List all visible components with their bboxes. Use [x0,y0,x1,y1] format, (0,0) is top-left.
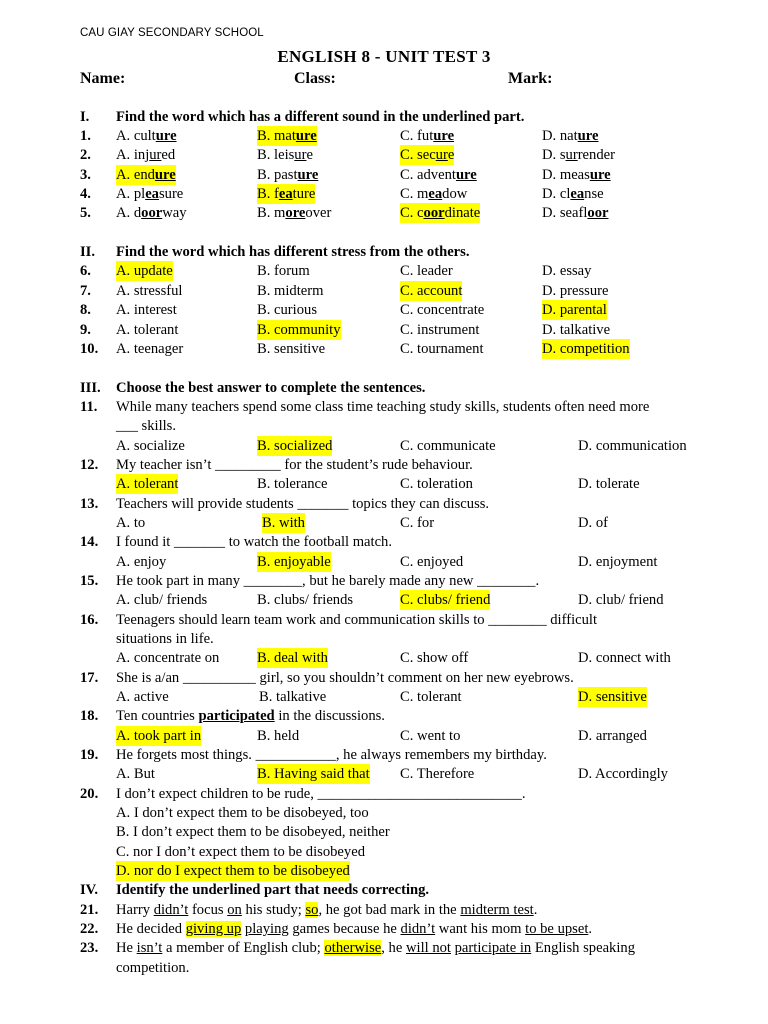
option-a[interactable]: A. to [116,515,146,531]
section-number: IV. [80,882,98,898]
option-d[interactable]: D. arranged [578,728,647,744]
section-heading [0,378,768,398]
section-title: Find the word which has a different sound in the underlined part. [116,109,525,125]
section-number: III. [80,380,101,396]
option-c[interactable]: C. nor I don’t expect them to be disobeyed [116,844,365,860]
option-c[interactable]: C. adventure [400,167,477,183]
option-b[interactable]: B. I don’t expect them to be disobeyed, neither [116,824,390,840]
option-c[interactable]: C. coordinate [400,205,481,221]
option-d[interactable]: D. pressure [542,283,609,299]
question-number: 8. [80,302,91,318]
options-row [0,436,768,456]
option-c[interactable]: C. Therefore [400,766,475,782]
option-b[interactable]: B. mature [257,128,317,144]
question-number: 7. [80,283,91,299]
option-b[interactable]: B. deal with [257,650,328,666]
question-row [0,532,768,552]
option-a[interactable]: A. update [116,263,173,279]
question-text: ___ skills. [116,418,177,434]
question-text: He isn’t a member of English club; otherwise, he will not participate in English speaking [116,940,635,956]
option-c[interactable]: C. toleration [400,476,473,492]
option-d[interactable]: D. tolerate [578,476,640,492]
question-row [0,610,768,630]
option-c[interactable]: C. secure [400,147,455,163]
question-row [0,203,768,223]
option-b[interactable]: B. held [257,728,300,744]
option-a[interactable]: A. But [116,766,155,782]
option-b[interactable]: B. moreover [257,205,332,221]
question-number: 13. [80,496,99,512]
option-c[interactable]: C. future [400,128,455,144]
question-row [0,281,768,301]
question-number: 6. [80,263,91,279]
option-d[interactable]: D. competition [542,341,630,357]
question-row [0,938,768,958]
option-d[interactable]: D. of [578,515,608,531]
question-text: competition. [116,960,190,976]
question-number: 23. [80,940,99,956]
question-number: 10. [80,341,99,357]
option-a[interactable]: A. tolerant [116,322,179,338]
options-row [0,552,768,572]
question-text-continued [0,416,768,436]
option-c[interactable]: C. enjoyed [400,554,464,570]
question-row [0,900,768,920]
question-text: Harry didn’t focus on his study; so, he got bad mark in the midterm test. [116,902,538,918]
question-number: 5. [80,205,91,221]
question-number: 16. [80,612,99,628]
option-a[interactable]: A. club/ friends [116,592,208,608]
options-row [0,513,768,533]
question-row [0,126,768,146]
option-a[interactable]: A. pleasure [116,186,184,202]
option-a[interactable]: A. socialize [116,438,185,454]
option-a[interactable]: A. stressful [116,283,183,299]
option-b[interactable]: B. sensitive [257,341,326,357]
option-a[interactable]: A. doorway [116,205,187,221]
option-d[interactable]: D. communication [578,438,687,454]
option-a[interactable]: A. took part in [116,728,202,744]
option-c[interactable]: C. went to [400,728,461,744]
option-b[interactable]: B. midterm [257,283,324,299]
question-row [0,745,768,765]
option-c[interactable]: C. concentrate [400,302,485,318]
question-number: 22. [80,921,99,937]
option-d[interactable]: D. sensitive [578,689,647,705]
question-text: I found it _______ to watch the football match. [116,534,393,550]
question-row [0,571,768,591]
option-b[interactable]: B. pasture [257,167,319,183]
section-title: Identify the underlined part that needs correcting. [116,882,430,898]
question-text: He took part in many ________, but he barely made any new ________. [116,573,540,589]
question-number: 18. [80,708,99,724]
options-row [0,764,768,784]
question-number: 4. [80,186,91,202]
option-c[interactable]: C. meadow [400,186,468,202]
option-c[interactable]: C. instrument [400,322,480,338]
option-b[interactable]: B. enjoyable [257,554,331,570]
option-c[interactable]: C. tolerant [400,689,462,705]
option-d[interactable]: D. essay [542,263,592,279]
section-number: II. [80,244,96,260]
question-row [0,165,768,185]
option-d[interactable]: D. seafloor [542,205,609,221]
option-d[interactable]: D. nor do I expect them to be disobeyed [116,863,350,879]
option-d[interactable]: D. nature [542,128,599,144]
option-a[interactable]: A. culture [116,128,177,144]
question-text: She is a/an __________ girl, so you shouldn’t comment on her new eyebrows. [116,670,574,686]
question-text: He forgets most things. ___________, he always remembers my birthday. [116,747,547,763]
section-number: I. [80,109,90,125]
question-number: 21. [80,902,99,918]
class-label: Class: [294,70,336,87]
question-text-continued [0,629,768,649]
option-b[interactable]: B. curious [257,302,317,318]
option-a[interactable]: A. enjoy [116,554,167,570]
question-number: 20. [80,786,99,802]
option-d[interactable]: D. surrender [542,147,615,163]
options-row [0,726,768,746]
question-number: 15. [80,573,99,589]
question-text: Teachers will provide students _______ topics they can discuss. [116,496,490,512]
option-b[interactable]: B. with [262,515,305,531]
option-c[interactable]: C. communicate [400,438,496,454]
section-heading [0,107,768,127]
section-title: Find the word which has different stress from the others. [116,244,470,260]
option-c[interactable]: C. leader [400,263,453,279]
option-b[interactable]: B. forum [257,263,310,279]
question-row [0,184,768,204]
option-b[interactable]: B. leisure [257,147,313,163]
question-row [0,706,768,726]
name-label: Name: [80,70,126,87]
options-row [0,803,768,823]
option-d[interactable]: D. connect with [578,650,671,666]
option-c[interactable]: C. tournament [400,341,484,357]
section-heading [0,880,768,900]
question-row [0,919,768,939]
option-d[interactable]: D. talkative [542,322,611,338]
question-number: 12. [80,457,99,473]
question-number: 2. [80,147,91,163]
option-a[interactable]: A. active [116,689,169,705]
question-row [0,784,768,804]
option-d[interactable]: D. club/ friend [578,592,664,608]
option-b[interactable]: B. clubs/ friends [257,592,354,608]
question-row [0,397,768,417]
question-row [0,339,768,359]
section-title: Choose the best answer to complete the sentences. [116,380,426,396]
option-c[interactable]: C. clubs/ friend [400,592,491,608]
option-b[interactable]: B. community [257,322,341,338]
question-text: My teacher isn’t _________ for the student’s rude behaviour. [116,457,473,473]
option-b[interactable]: B. tolerance [257,476,328,492]
options-row [0,842,768,862]
option-b[interactable]: B. socialized [257,438,333,454]
option-d[interactable]: D. Accordingly [578,766,668,782]
option-d[interactable]: D. enjoyment [578,554,658,570]
question-row [0,300,768,320]
option-d[interactable]: D. measure [542,167,611,183]
question-row [0,145,768,165]
question-row [0,668,768,688]
question-number: 9. [80,322,91,338]
mark-label: Mark: [508,70,553,87]
question-number: 1. [80,128,91,144]
option-a[interactable]: A. interest [116,302,177,318]
options-row [0,687,768,707]
question-row [0,261,768,281]
question-text: While many teachers spend some class time teaching study skills, students often need more [116,399,650,415]
option-a[interactable]: A. tolerant [116,476,179,492]
question-number: 19. [80,747,99,763]
question-row [0,320,768,340]
option-b[interactable]: B. feature [257,186,316,202]
option-a[interactable]: A. concentrate on [116,650,220,666]
question-text: Ten countries participated in the discussions. [116,708,385,724]
section-heading [0,242,768,262]
options-row [0,861,768,881]
question-number: 3. [80,167,91,183]
school-name: CAU GIAY SECONDARY SCHOOL [80,27,264,39]
option-d[interactable]: D. cleanse [542,186,604,202]
option-b[interactable]: B. Having said that [257,766,370,782]
option-a[interactable]: A. injured [116,147,176,163]
question-row [0,455,768,475]
options-row [0,590,768,610]
option-d[interactable]: D. parental [542,302,607,318]
question-text: He decided giving up playing games because he didn’t want his mom to be upset. [116,921,593,937]
question-number: 14. [80,534,99,550]
question-text: Teenagers should learn team work and communication skills to ________ difficult [116,612,598,628]
option-b[interactable]: B. talkative [259,689,327,705]
question-text-continued [0,958,768,978]
question-row [0,494,768,514]
option-c[interactable]: C. account [400,283,463,299]
option-a[interactable]: A. I don’t expect them to be disobeyed, too [116,805,369,821]
options-row [0,648,768,668]
question-number: 11. [80,399,98,415]
question-text: situations in life. [116,631,214,647]
option-a[interactable]: A. endure [116,167,176,183]
option-c[interactable]: C. show off [400,650,469,666]
option-c[interactable]: C. for [400,515,435,531]
option-a[interactable]: A. teenager [116,341,184,357]
question-text: I don’t expect children to be rude, ____________________________. [116,786,526,802]
options-row [0,822,768,842]
test-title: ENGLISH 8 - UNIT TEST 3 [277,47,491,66]
options-row [0,474,768,494]
question-number: 17. [80,670,99,686]
